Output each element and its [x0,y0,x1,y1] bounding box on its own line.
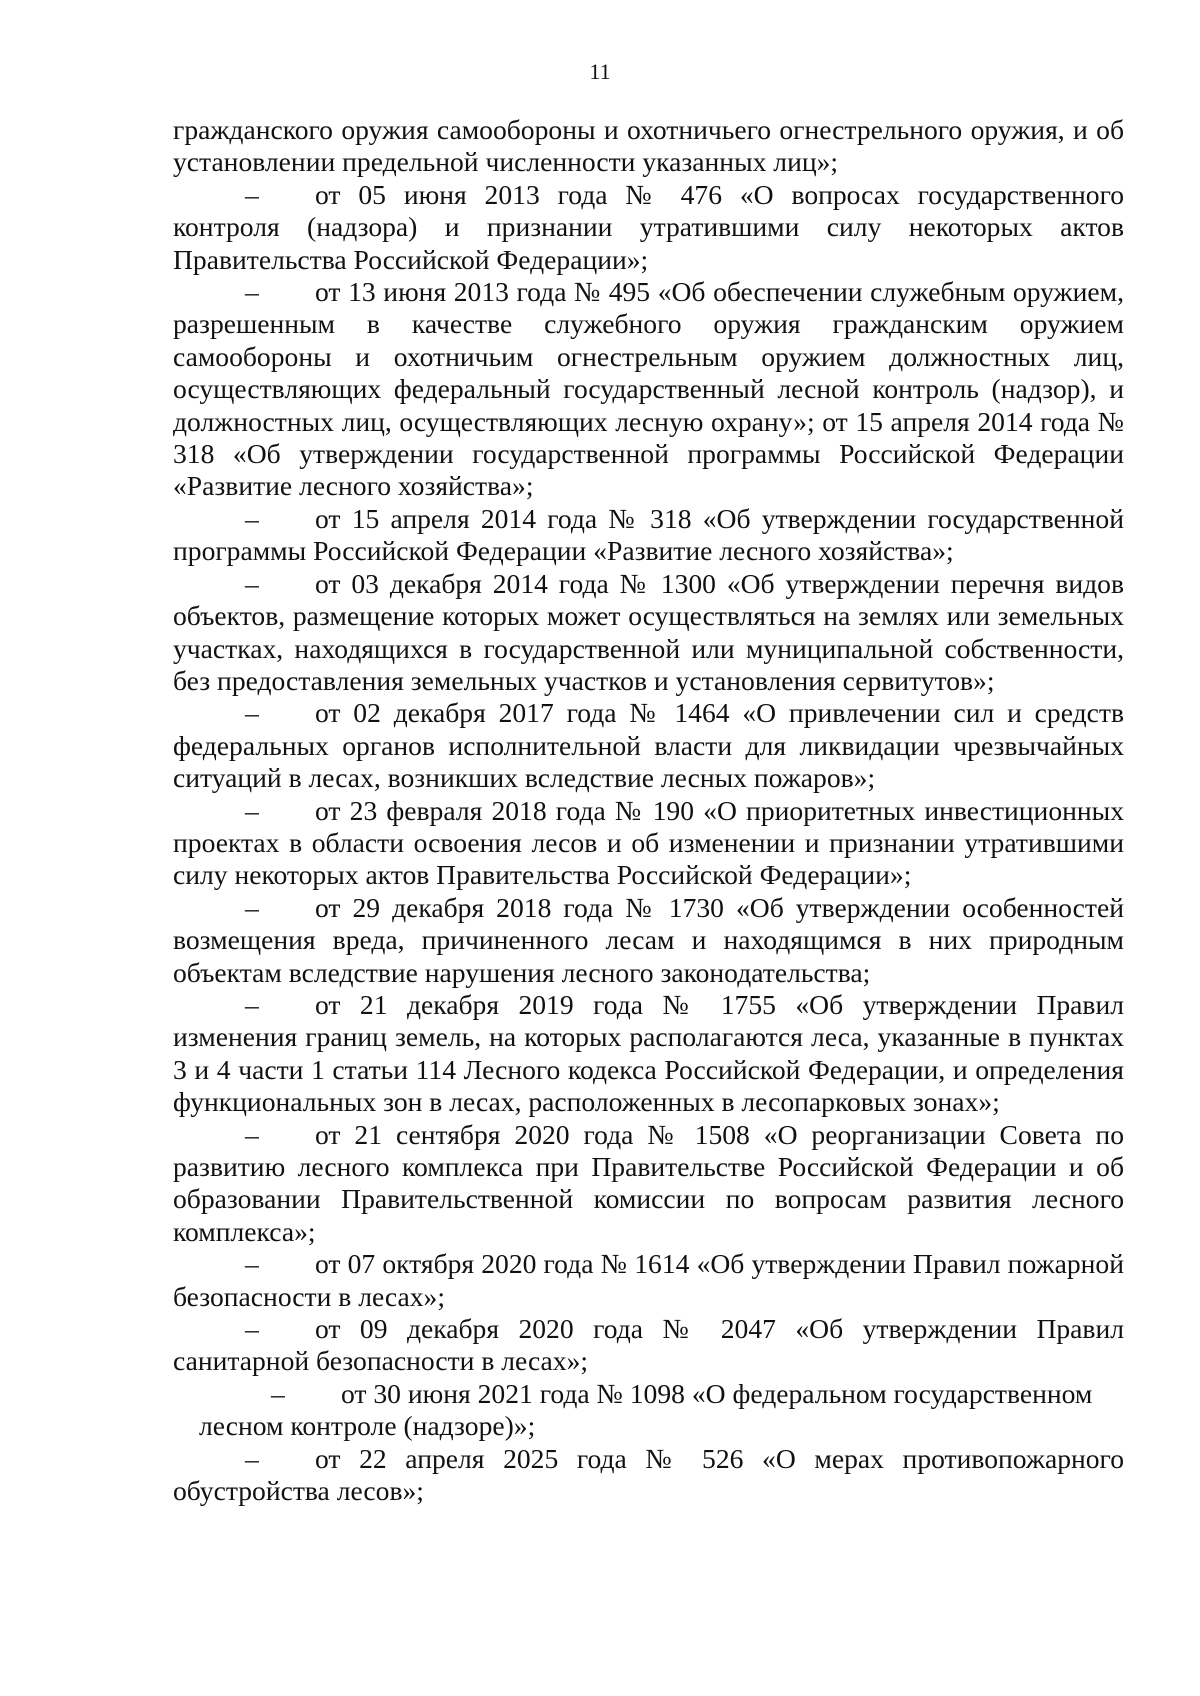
list-item-text: от 21 декабря 2019 года № 1755 «Об утверждении Правил изменения границ земель, на которых располагаются леса, указанные в пунктах 3 и 4 части 1 статьи 114 Лесного кодекса Российской Федерации, и определения функциональных зон в лесах, расположенных в лесопарковых зонах»; [173,988,1124,1118]
list-item-text: от 05 июня 2013 года № 476 «О вопросах государственного контроля (надзора) и признании утратившими силу некоторых актов Правительства Российской Федерации»; [173,178,1124,275]
list-item-text: от 30 июня 2021 года № 1098 «О федеральном государственном лесном контроле (надзоре)»; [199,1377,1093,1442]
list-item-text: от 02 декабря 2017 года № 1464 «О привлечении сил и средств федеральных органов исполнительной власти для ликвидации чрезвычайных ситуаций в лесах, возникших вследствие лесных пожаров»; [173,697,1124,794]
list-item [173,1443,1124,1508]
list-dash: – [245,1248,259,1280]
list-dash: – [245,502,259,534]
list-dash: – [245,1442,259,1474]
paragraph-continuation [173,114,1124,179]
list-item-text: от 22 апреля 2025 года № 526 «О мерах противопожарного обустройства лесов»; [173,1442,1124,1507]
list-dash: – [245,1313,259,1345]
list-item [173,568,1124,698]
list-dash: – [271,1377,285,1409]
list-item [173,1119,1124,1249]
list-dash: – [245,276,259,308]
list-item [173,795,1124,892]
list-item-text: от 23 февраля 2018 года № 190 «О приоритетных инвестиционных проектах в области освоения лесов и об изменении и признании утратившими силу некоторых актов Правительства Российской Федерации»; [173,794,1124,891]
list-dash: – [245,1118,259,1150]
list-item [173,179,1124,276]
list-item-text: от 15 апреля 2014 года № 318 «Об утверждении государственной программы Российской Федерации «Развитие лесного хозяйства»; [173,502,1124,567]
list-item [173,276,1124,503]
list-dash: – [245,178,259,210]
paragraph-text: гражданского оружия самообороны и охотничьего огнестрельного оружия, и об установлении предельной численности указанных лиц»; [173,114,1124,178]
document-body [173,114,1124,1507]
list-dash: – [245,794,259,826]
list-item-text: от 21 сентября 2020 года № 1508 «О реорганизации Совета по развитию лесного комплекса при Правительстве Российской Федерации и об образовании Правительственной комиссии по вопросам развития лесного комплекса»; [173,1118,1124,1247]
list-item-text: от 07 октября 2020 года № 1614 «Об утверждении Правил пожарной безопасности в лесах»; [173,1248,1124,1312]
list-item-text: от 29 декабря 2018 года № 1730 «Об утверждении особенностей возмещения вреда, причиненного лесам и находящимся в них природным объектам вследствие нарушения лесного законодательства; [173,891,1124,988]
list-item [173,892,1124,989]
list-dash: – [245,697,259,729]
list-dash: – [245,988,259,1020]
list-item [173,1313,1124,1378]
list-item [173,503,1124,568]
list-item [173,1248,1124,1313]
list-item [173,1378,1124,1443]
list-dash: – [245,891,259,923]
list-item [173,989,1124,1119]
list-dash: – [245,567,259,599]
page-number: 11 [589,59,611,84]
list-item-text: от 09 декабря 2020 года № 2047 «Об утверждении Правил санитарной безопасности в лесах»; [173,1313,1124,1377]
list-item-text: от 13 июня 2013 года № 495 «Об обеспечении служебным оружием, разрешенным в качестве служебного оружия гражданским оружием самообороны и охотничьим огнестрельным оружием должностных лиц, осуществляющих федеральный государственный лесной контроль (надзор), и должностных лиц, осуществляющих лесную охрану»; от 15 апреля 2014 года № 318 «Об утверждении государственной программы Российской Федерации «Развитие лесного хозяйства»; [173,276,1124,502]
list-item [173,697,1124,794]
list-item-text: от 03 декабря 2014 года № 1300 «Об утверждении перечня видов объектов, размещение которых может осуществляться на землях или земельных участках, находящихся в государственной или муниципальной собственности, без предоставления земельных участков и установления сервитутов»; [173,567,1124,696]
